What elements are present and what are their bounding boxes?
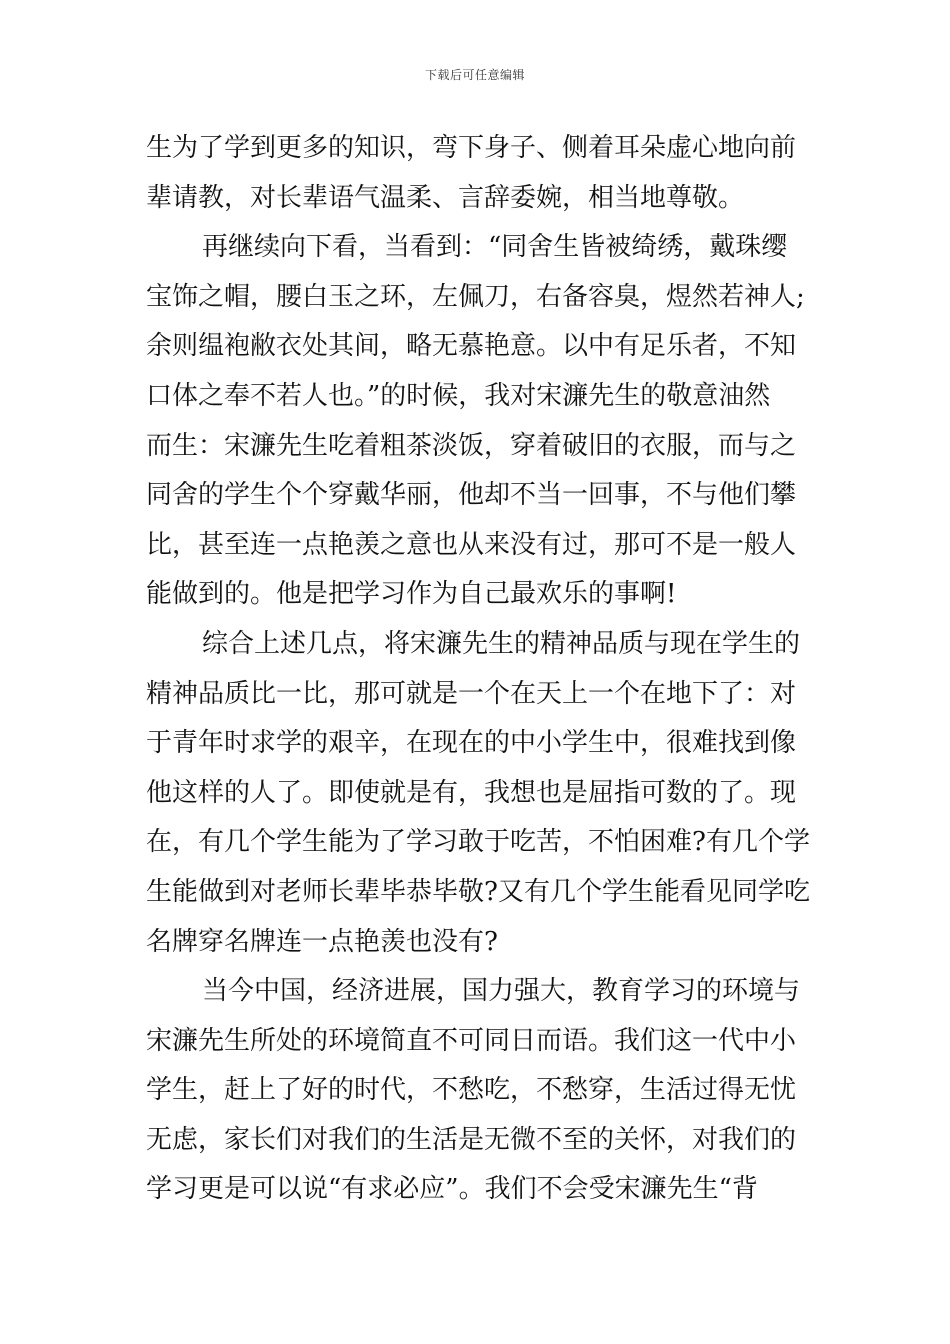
paragraph-first-line: 再继续向下看，当看到：“同舍生皆被绮绣，戴珠缨 bbox=[202, 232, 788, 263]
text-line: 在，有几个学生能为了学习敢于吃苦，不怕困难?有几个学 bbox=[146, 827, 810, 858]
text-line: 无虑，家长们对我们的生活是无微不至的关怀，对我们的 bbox=[146, 1124, 797, 1155]
text-line: 精神品质比一比，那可就是一个在天上一个在地下了：对 bbox=[146, 678, 797, 709]
text-line: 辈请教，对长辈语气温柔、言辞委婉，相当地尊敬。 bbox=[146, 182, 745, 213]
text-line: 他这样的人了。即使就是有，我想也是屈指可数的了。现 bbox=[146, 777, 797, 808]
text-line: 口体之奉不若人也。”的时候，我对宋濂先生的敬意油然 bbox=[146, 380, 771, 411]
text-line: 而生：宋濂先生吃着粗茶淡饭，穿着破旧的衣服，而与之 bbox=[146, 430, 797, 461]
text-line: 名牌穿名牌连一点艳羡也没有? bbox=[146, 926, 498, 957]
text-line: 宋濂先生所处的环境简直不可同日而语。我们这一代中小 bbox=[146, 1025, 797, 1056]
header-note: 下载后可任意编辑 bbox=[424, 68, 525, 82]
paragraph-first-line: 当今中国，经济进展，国力强大，教育学习的环境与 bbox=[202, 976, 801, 1007]
text-line: 宝饰之帽，腰白玉之环，左佩刀，右备容臭，煜然若神人; bbox=[146, 281, 805, 312]
text-line: 同舍的学生个个穿戴华丽，他却不当一回事，不与他们攀 bbox=[146, 480, 797, 511]
text-line: 余则缊袍敝衣处其间，略无慕艳意。以中有足乐者，不知 bbox=[146, 331, 797, 362]
body-text bbox=[146, 124, 814, 1215]
paragraph-first-line: 综合上述几点，将宋濂先生的精神品质与现在学生的 bbox=[202, 628, 801, 659]
text-line: 生为了学到更多的知识，弯下身子、侧着耳朵虚心地向前 bbox=[146, 133, 797, 163]
text-line: 生能做到对老师长辈毕恭毕敬?又有几个学生能看见同学吃 bbox=[146, 876, 810, 907]
text-line: 比，甚至连一点艳羡之意也从来没有过，那可不是一般人 bbox=[146, 529, 797, 560]
text-line: 能做到的。他是把学习作为自己最欢乐的事啊! bbox=[146, 579, 677, 610]
text-line: 学生，赶上了好的时代，不愁吃，不愁穿，生活过得无忧 bbox=[146, 1075, 797, 1106]
text-line: 学习更是可以说“有求必应”。我们不会受宋濂先生“背 bbox=[146, 1174, 758, 1205]
text-line: 于青年时求学的艰辛，在现在的中小学生中，很难找到像 bbox=[146, 728, 797, 759]
